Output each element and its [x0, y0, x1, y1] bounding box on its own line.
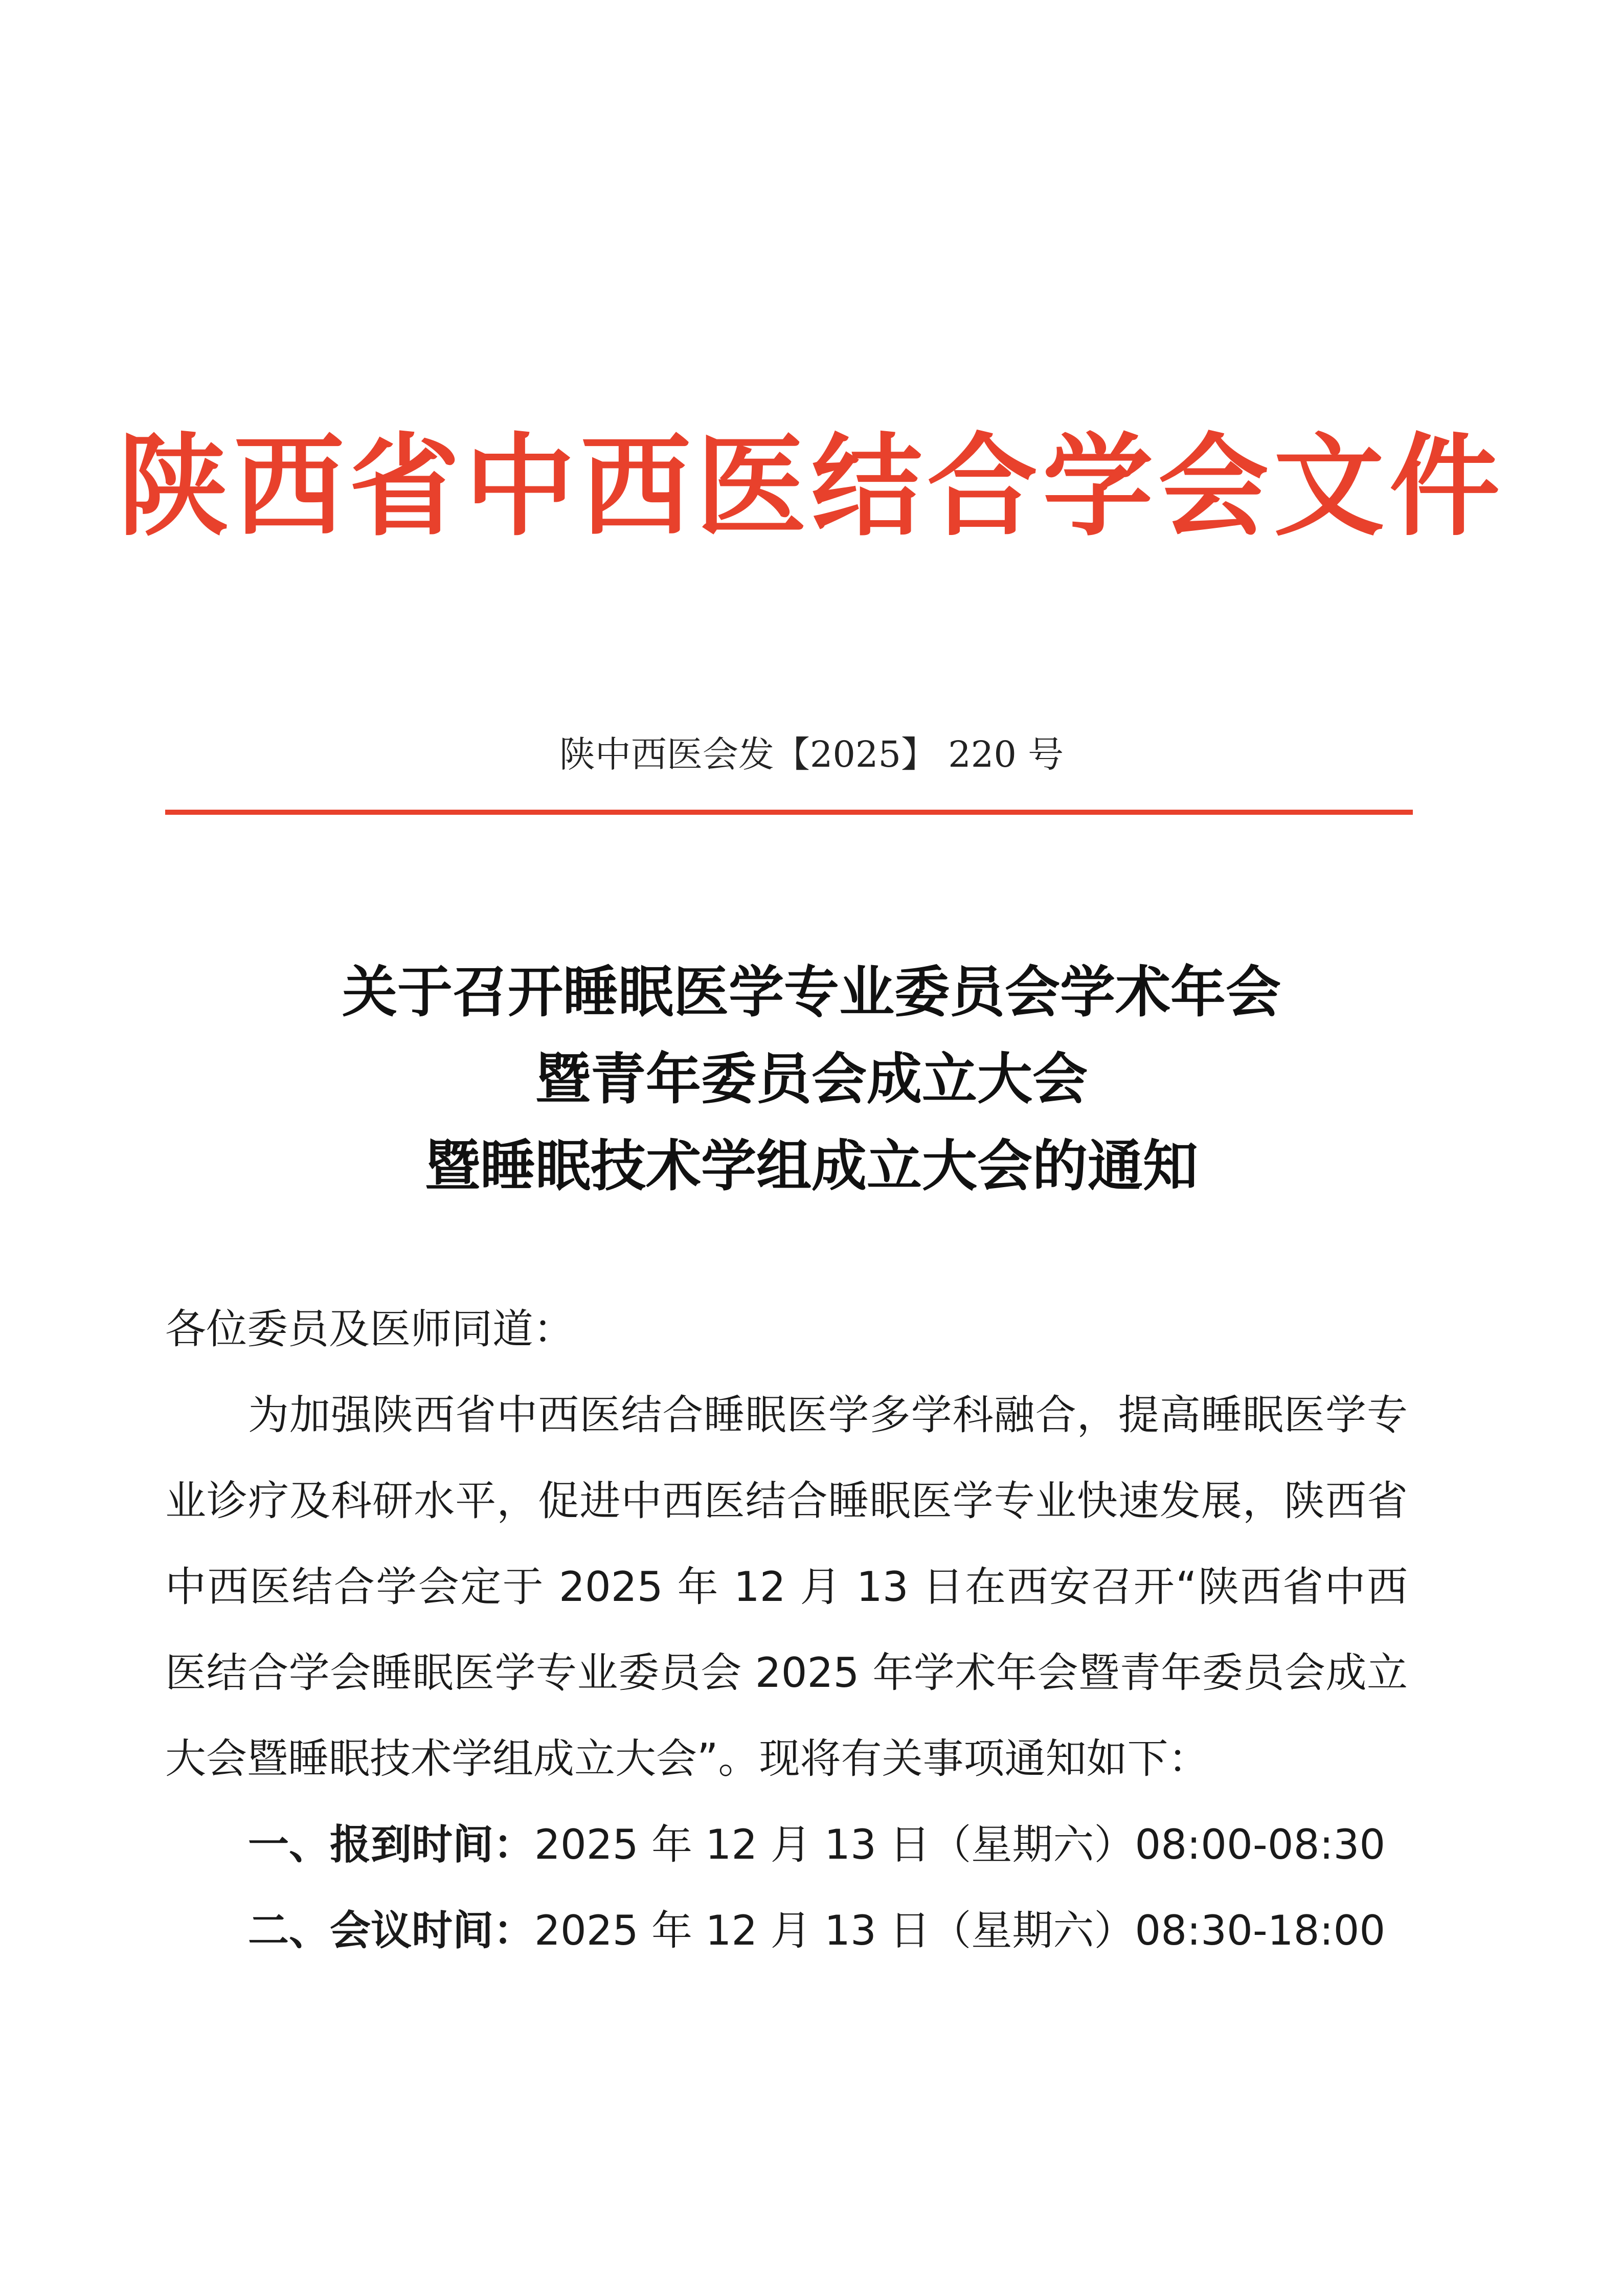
list-item-meeting-time: [165, 1888, 1408, 1974]
item-value: 2025 年 12 月 13 日（星期六）08:30-18:00: [534, 1907, 1386, 1954]
notice-title-line-1: 关于召开睡眠医学专业委员会学术年会: [342, 960, 1281, 1024]
notice-body: [165, 1286, 1408, 1974]
document-number: 陕中西医会发【2025】 220 号: [559, 733, 1064, 775]
notice-title-line-3: 暨睡眠技术学组成立大会的通知: [424, 1134, 1198, 1198]
item-label: 二、会议时间：: [248, 1907, 534, 1954]
salutation: 各位委员及医师同道：: [165, 1305, 574, 1353]
red-divider-line: [165, 810, 1413, 815]
item-label: 一、报到时间：: [248, 1821, 534, 1868]
intro-paragraph: 为加强陕西省中西医结合睡眠医学多学科融合，提高睡眠医学专业诊疗及科研水平，促进中西医结合睡眠医学专业快速发展，陕西省中西医结合学会定于 2025 年 12 月 13 日在西安召开“陕西省中西医结合学会睡眠医学专业委员会 2025 年学术年会暨青年委员会成立大会暨睡眠技术学组成立大会”。现将有关事项通知如下：: [165, 1391, 1408, 1782]
notice-title: [0, 949, 1623, 1210]
notice-title-line-2: 暨青年委员会成立大会: [535, 1047, 1088, 1111]
issuer-header-title: 陕西省中西医结合学会文件: [118, 421, 1505, 551]
item-value: 2025 年 12 月 13 日（星期六）08:00-08:30: [534, 1821, 1386, 1868]
list-item-registration-time: [165, 1802, 1408, 1888]
